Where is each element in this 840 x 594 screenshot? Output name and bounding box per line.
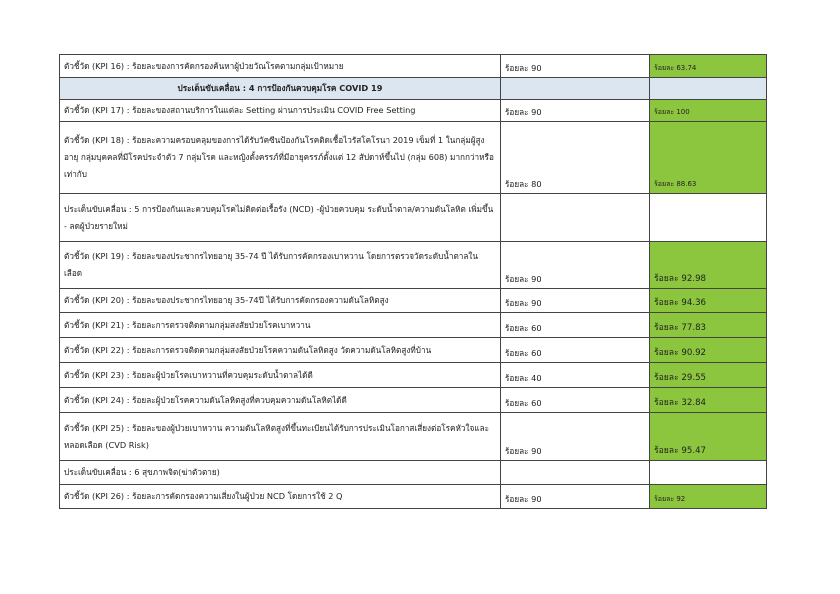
kpi-description: ตัวชี้วัด (KPI 26) : ร้อยละการคัดกรองความเสี่ยงในผู้ป่วย NCD โดยการใช้ 2 Q: [60, 485, 501, 509]
table-row: [60, 388, 767, 413]
kpi-result: [650, 461, 767, 485]
kpi-target: ร้อยละ 90: [501, 413, 650, 461]
kpi-target: [501, 461, 650, 485]
kpi-description: ตัวชี้วัด (KPI 20) : ร้อยละของประชากรไทยอายุ 35-74ปี ได้รับการคัดกรองความดันโลหิตสูง: [60, 289, 501, 313]
kpi-result: ร้อยละ 77.83: [650, 313, 767, 338]
kpi-target: ร้อยละ 90: [501, 242, 650, 289]
kpi-target: ร้อยละ 90: [501, 55, 650, 78]
kpi-result: ร้อยละ 29.55: [650, 363, 767, 388]
kpi-table: [59, 54, 767, 509]
kpi-target: ร้อยละ 90: [501, 100, 650, 122]
kpi-target: ร้อยละ 60: [501, 338, 650, 363]
kpi-result: ร้อยละ 92: [650, 485, 767, 509]
kpi-target: [501, 78, 650, 100]
kpi-result: [650, 78, 767, 100]
table-row: [60, 485, 767, 509]
table-row: [60, 338, 767, 363]
table-row: [60, 242, 767, 289]
table-row: [60, 363, 767, 388]
kpi-description: ตัวชี้วัด (KPI 24) : ร้อยละผู้ป่วยโรคความดันโลหิตสูงที่ควบคุมความดันโลหิตได้ดี: [60, 388, 501, 413]
kpi-description: ตัวชี้วัด (KPI 23) : ร้อยละผู้ป่วยโรคเบาหวานที่ควบคุมระดับน้ำตาลได้ดี: [60, 363, 501, 388]
table-row: [60, 122, 767, 194]
kpi-target: ร้อยละ 90: [501, 485, 650, 509]
kpi-description: ตัวชี้วัด (KPI 17) : ร้อยละของสถานบริการในแต่ละ Setting ผ่านการประเมิน COVID Free Setting: [60, 100, 501, 122]
table-row: [60, 413, 767, 461]
kpi-target: ร้อยละ 40: [501, 363, 650, 388]
kpi-result: ร้อยละ 94.36: [650, 289, 767, 313]
kpi-description: ตัวชี้วัด (KPI 21) : ร้อยละการตรวจติดตามกลุ่มสงสัยป่วยโรคเบาหวาน: [60, 313, 501, 338]
kpi-description: ตัวชี้วัด (KPI 16) : ร้อยละของการคัดกรองค้นหาผู้ป่วยวัณโรคตามกลุ่มเป้าหมาย: [60, 55, 501, 78]
section-heading: ประเด็นขับเคลื่อน : 6 สุขภาพจิต(ฆ่าตัวตาย): [60, 461, 501, 485]
kpi-target: ร้อยละ 60: [501, 313, 650, 338]
table-row: [60, 100, 767, 122]
table-row: [60, 55, 767, 78]
kpi-result: [650, 194, 767, 242]
kpi-result: ร้อยละ 32.84: [650, 388, 767, 413]
kpi-result: ร้อยละ 95.47: [650, 413, 767, 461]
kpi-target: ร้อยละ 60: [501, 388, 650, 413]
kpi-result: ร้อยละ 100: [650, 100, 767, 122]
kpi-result: ร้อยละ 88.63: [650, 122, 767, 194]
section-header-row: [60, 194, 767, 242]
kpi-result: ร้อยละ 90.92: [650, 338, 767, 363]
section-header-row: [60, 78, 767, 100]
kpi-target: [501, 194, 650, 242]
kpi-result: ร้อยละ 63.74: [650, 55, 767, 78]
table-row: [60, 313, 767, 338]
kpi-description: ตัวชี้วัด (KPI 22) : ร้อยละการตรวจติดตามกลุ่มสงสัยป่วยโรคความดันโลหิตสูง วัดความดันโลหิตสูงที่บ้าน: [60, 338, 501, 363]
table-row: [60, 289, 767, 313]
kpi-target: ร้อยละ 90: [501, 289, 650, 313]
kpi-description: ตัวชี้วัด (KPI 25) : ร้อยละของผู้ป่วยเบาหวาน ความดันโลหิตสูงที่ขึ้นทะเบียนได้รับการประเมินโอกาสเสี่ยงต่อโรคหัวใจและหลอดเลือด (CVD Risk): [60, 413, 501, 461]
section-heading: ประเด็นขับเคลื่อน : 4 การป้องกันควบคุมโรค COVID 19: [60, 78, 501, 100]
section-header-row: [60, 461, 767, 485]
kpi-result: ร้อยละ 92.98: [650, 242, 767, 289]
kpi-description: ตัวชี้วัด (KPI 18) : ร้อยละความครอบคลุมของการได้รับวัคซีนป้องกันโรคติดเชื้อไวรัสโคโรนา 2019 เข็มที่ 1 ในกลุ่มผู้สูงอายุ กลุ่มบุคคลที่มีโรคประจำตัว 7 กลุ่มโรค และหญิงตั้งครรภ์ที่มีอายุครรภ์ตั้งแต่ 12 สัปดาห์ขึ้นไป (กลุ่ม 608) มากกว่าหรือเท่ากับ: [60, 122, 501, 194]
kpi-target: ร้อยละ 80: [501, 122, 650, 194]
kpi-description: ตัวชี้วัด (KPI 19) : ร้อยละของประชากรไทยอายุ 35-74 ปี ได้รับการคัดกรองเบาหวาน โดยการตรวจวัดระดับน้ำตาลในเลือด: [60, 242, 501, 289]
section-heading: ประเด็นขับเคลื่อน : 5 การป้องกันและควบคุมโรคไม่ติดต่อเรื้อรัง (NCD) -ผู้ป่วยควบคุม ระดับน้ำตาล/ความดันโลหิต เพิ่มขึ้น - ลดผู้ป่วยรายใหม่: [60, 194, 501, 242]
